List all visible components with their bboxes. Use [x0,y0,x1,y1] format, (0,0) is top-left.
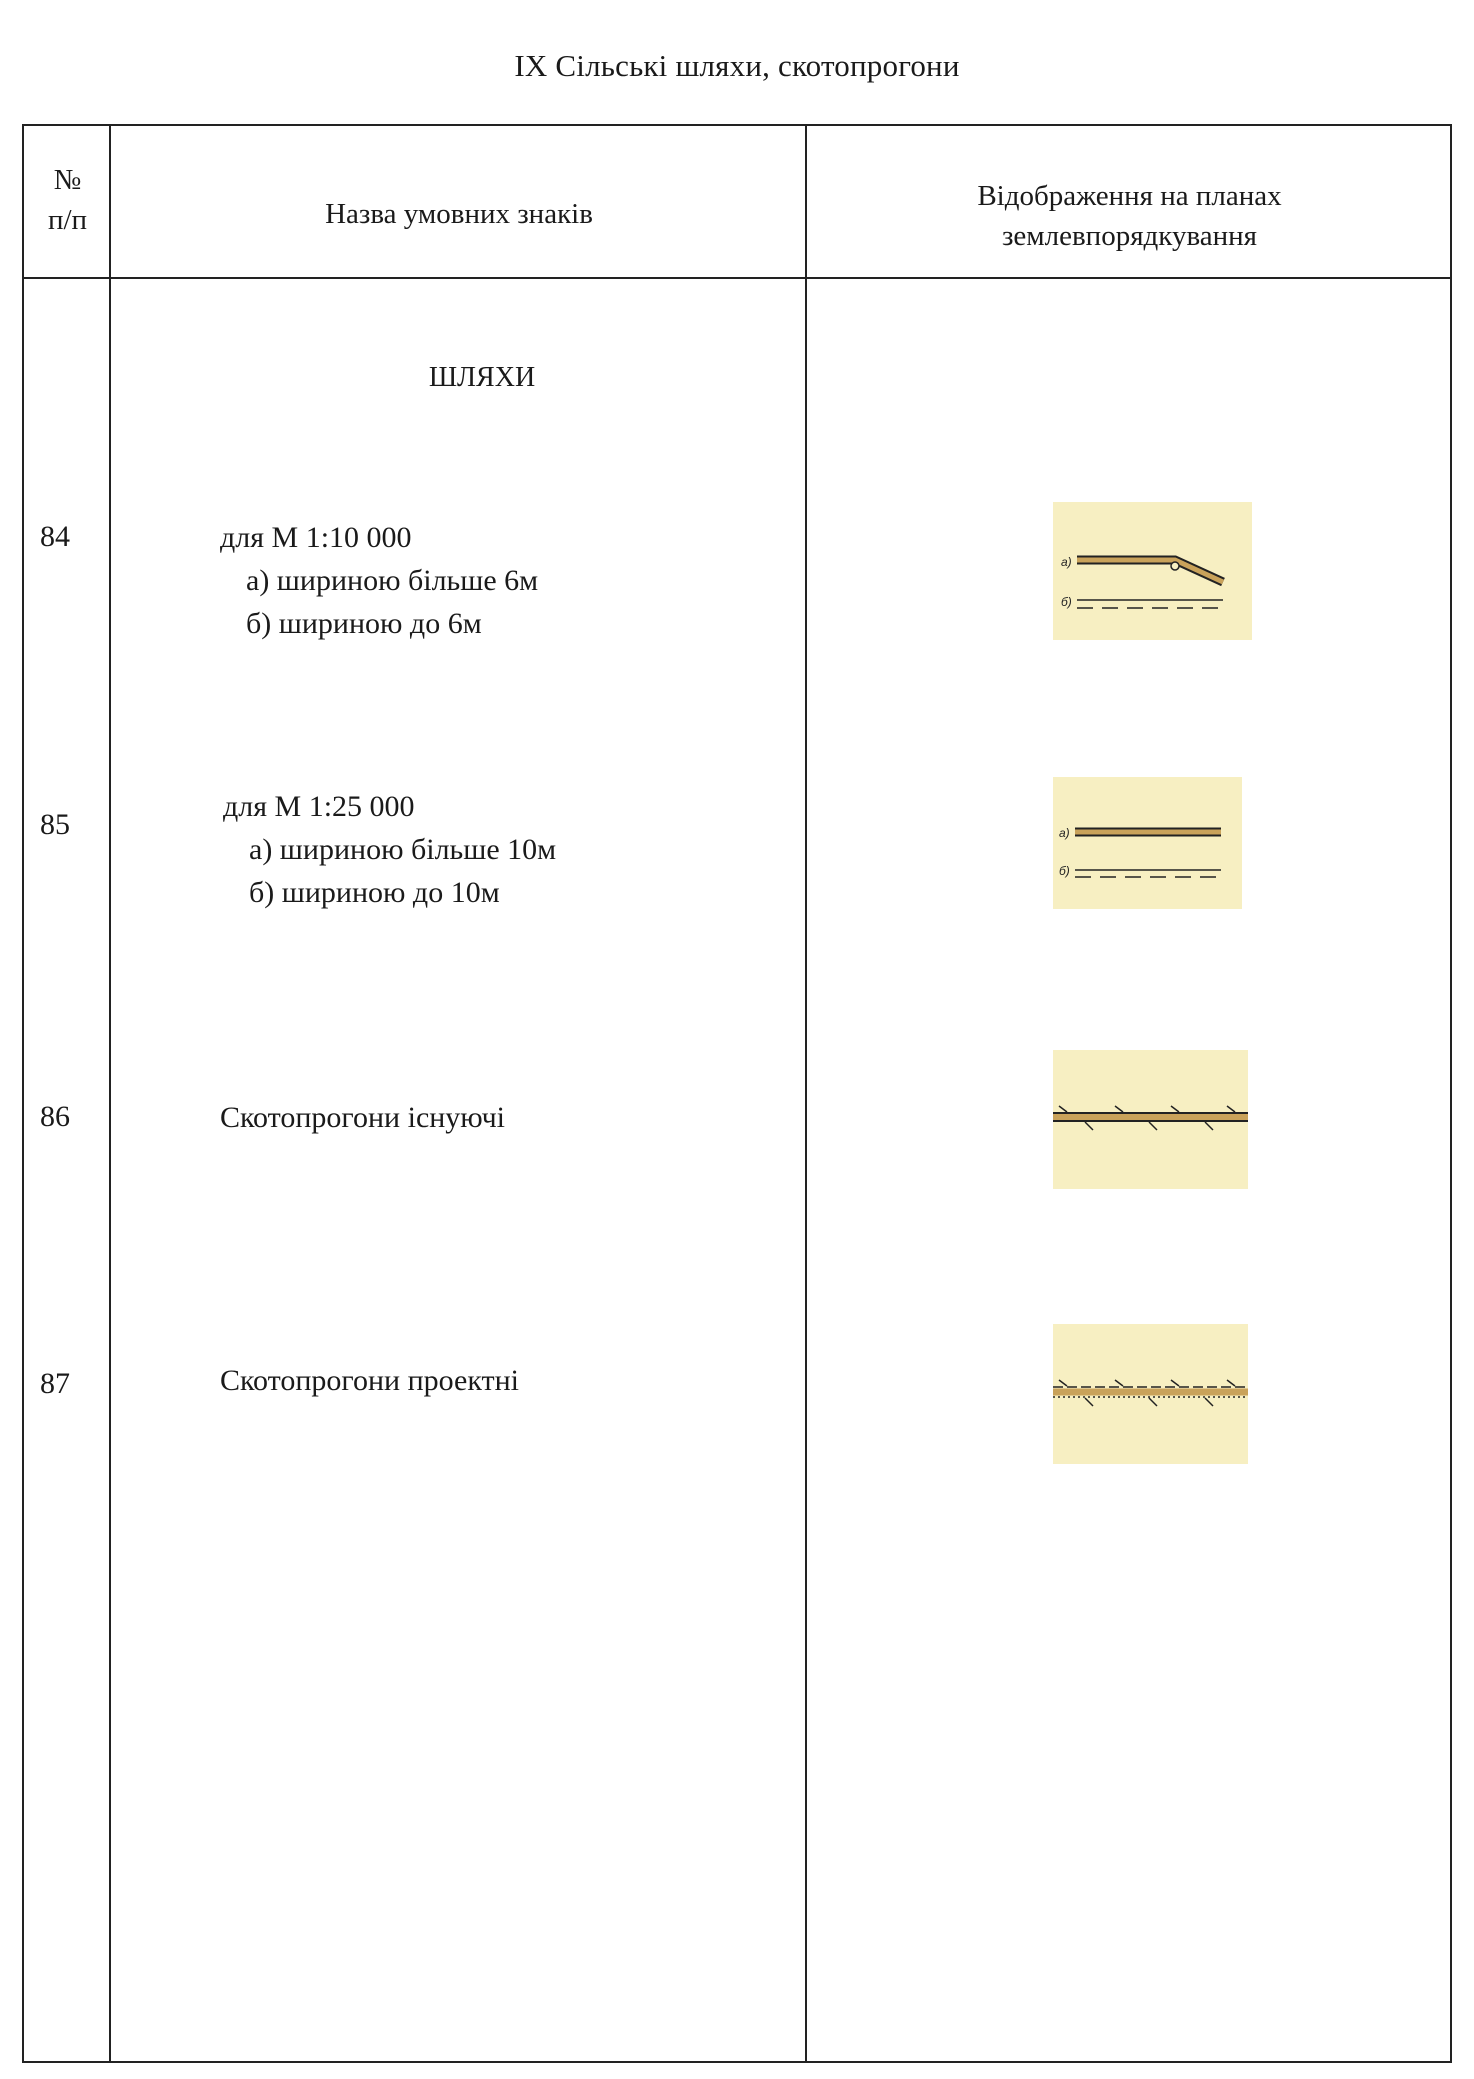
header-number [24,160,111,240]
row-text-line: для М 1:25 000 [223,790,415,823]
road-10000-icon [1053,502,1252,640]
row-text-line: для М 1:10 000 [220,521,412,554]
road-25000-icon [1053,777,1242,909]
row-number: 84 [40,520,70,553]
column-divider [805,124,807,2063]
symbol-label-a: а) [1059,826,1070,840]
row-description [220,1359,519,1402]
cattle-track-existing-icon [1053,1050,1248,1189]
header-number-line2: п/п [47,204,88,236]
row-number: 87 [40,1367,70,1400]
row-text-line: Скотопрогони проектні [220,1364,520,1397]
cattle-track-symbol-87 [1053,1324,1248,1464]
symbol-label-b: б) [1061,595,1072,609]
row-text-line: а) шириною більше 10м [249,833,557,866]
row-text-line: б) шириною до 6м [246,607,482,640]
header-number-line1: № [53,164,82,196]
cattle-track-symbol-86 [1053,1050,1248,1189]
section-heading: ШЛЯХИ [428,362,536,393]
header-display [807,176,1452,256]
symbol-label-b: б) [1059,864,1070,878]
road-symbol-85 [1053,777,1242,909]
row-number: 86 [40,1100,70,1133]
symbol-label-a: а) [1061,555,1072,569]
page-title: IX Сільські шляхи, скотопрогони [514,48,960,83]
row-text-line: Скотопрогони існуючі [220,1101,505,1134]
header-name: Назва умовних знаків [325,198,593,230]
row-description [220,1096,505,1139]
row-text-line: а) шириною більше 6м [246,564,539,597]
row-description [220,516,538,645]
row-description [223,785,556,914]
cattle-track-projected-icon [1053,1324,1248,1464]
header-display-line2: землевпорядкування [1001,220,1258,252]
column-divider [109,124,111,2063]
header-display-line1: Відображення на планах [977,180,1282,212]
road-symbol-84 [1053,502,1252,640]
row-text-line: б) шириною до 10м [249,876,500,909]
header-divider [22,277,1452,279]
row-number: 85 [40,808,70,841]
